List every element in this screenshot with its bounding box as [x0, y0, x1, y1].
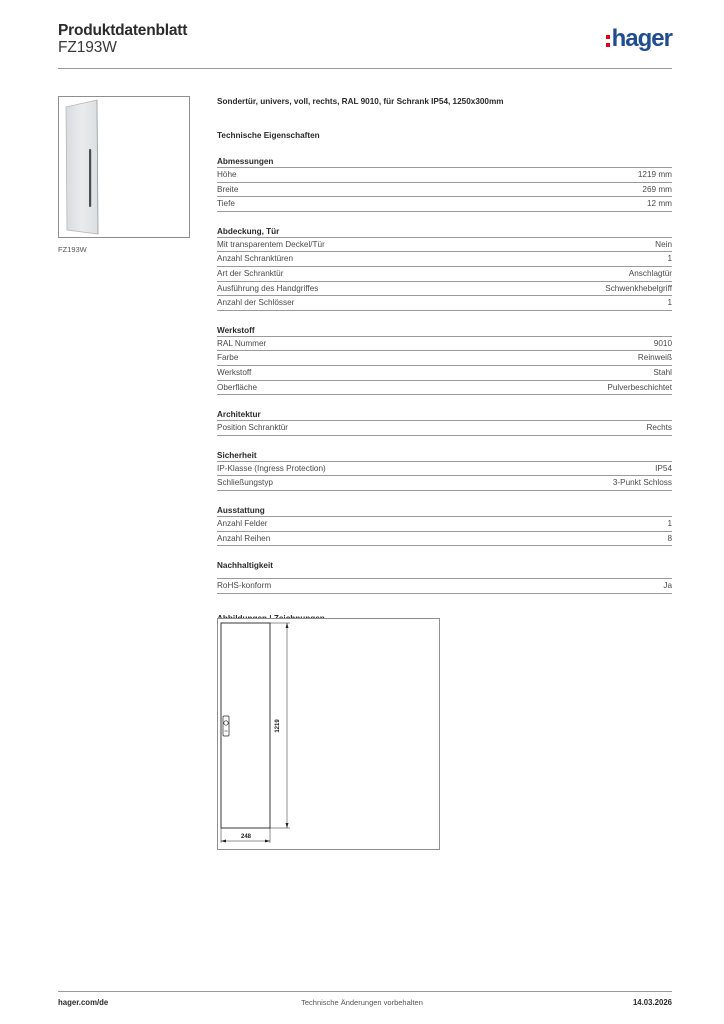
- spec-value: Ja: [663, 581, 672, 591]
- spec-label: Höhe: [217, 170, 237, 179]
- spec-value: Pulverbeschichtet: [607, 382, 672, 392]
- spec-value: 1: [667, 254, 672, 264]
- spec-label: RAL Nummer: [217, 338, 267, 348]
- product-description: Sondertür, univers, voll, rechts, RAL 9010, für Schrank IP54, 1250x300mm: [217, 97, 504, 106]
- spec-row: [217, 579, 672, 594]
- spec-row: [217, 337, 672, 352]
- height-dimension-label: 1219: [275, 719, 281, 733]
- footer-notice: Technische Änderungen vorbehalten: [301, 998, 423, 1007]
- spec-value: Nein: [655, 239, 672, 249]
- spec-value: 1: [667, 518, 672, 528]
- spec-label: RoHS-konform: [217, 581, 272, 591]
- product-specs: [217, 96, 672, 625]
- hager-logo: [606, 26, 672, 52]
- footer-website: hager.com/de: [58, 998, 109, 1007]
- spec-value: Stahl: [653, 367, 672, 377]
- door-illustration: [59, 97, 189, 237]
- spec-row: [217, 282, 672, 297]
- spec-row: [217, 421, 672, 436]
- spec-row: [217, 183, 672, 198]
- spec-label: IP-Klasse (Ingress Protection): [217, 463, 326, 473]
- footer-date: 14.03.2026: [632, 998, 672, 1007]
- spec-row: [217, 168, 672, 183]
- spec-row: [217, 238, 672, 253]
- spec-row: [217, 476, 672, 491]
- spec-label: Anzahl Felder: [217, 518, 268, 528]
- tech-properties-heading: Technische Eigenschaften: [217, 131, 320, 140]
- page-header: [58, 20, 672, 70]
- section-dimensions: [217, 155, 672, 212]
- spec-label: Werkstoff: [217, 367, 252, 377]
- document-title: Produktdatenblatt: [58, 22, 188, 39]
- product-code: FZ193W: [58, 39, 117, 56]
- spec-label: Ausführung des Handgriffes: [217, 283, 319, 293]
- spec-label: Tiefe: [217, 199, 235, 209]
- spec-value: 269 mm: [642, 184, 672, 194]
- spec-row: [217, 267, 672, 282]
- section-safety: [217, 449, 672, 491]
- spec-label: Anzahl Schranktüren: [217, 254, 294, 264]
- spec-label: Anzahl Reihen: [217, 533, 271, 543]
- section-material: [217, 324, 672, 395]
- spec-label: Position Schranktür: [217, 423, 288, 433]
- spec-value: Reinweiß: [637, 353, 672, 363]
- section-title: Abmessungen: [217, 155, 672, 168]
- spec-row: [217, 517, 672, 532]
- spec-row: [217, 252, 672, 267]
- spec-row: [217, 366, 672, 381]
- section-architecture: [217, 408, 672, 436]
- logo-text: hager: [611, 25, 672, 52]
- spec-row: [217, 381, 672, 396]
- section-cover-door: [217, 225, 672, 311]
- spec-label: Breite: [217, 184, 239, 194]
- spec-value: 9010: [653, 338, 672, 348]
- spec-value: IP54: [655, 463, 672, 473]
- section-sustainability: [217, 559, 672, 594]
- spec-row: [217, 462, 672, 477]
- image-caption: FZ193W: [58, 245, 87, 254]
- section-title: Abdeckung, Tür: [217, 225, 672, 238]
- section-title: Architektur: [217, 408, 672, 421]
- section-equipment: [217, 504, 672, 546]
- logo-dots-icon: [606, 35, 610, 47]
- spec-value: 3-Punkt Schloss: [612, 478, 672, 488]
- section-title: Sicherheit: [217, 449, 672, 462]
- spec-label: Oberfläche: [217, 382, 258, 392]
- spec-value: 8: [667, 533, 672, 543]
- spec-value: Anschlagtür: [628, 268, 672, 278]
- technical-drawing: [217, 618, 440, 850]
- section-title: Nachhaltigkeit: [217, 559, 672, 579]
- spec-value: Schwenkhebelgriff: [605, 283, 672, 293]
- section-title: Werkstoff: [217, 324, 672, 337]
- door-dimension-drawing: [218, 619, 439, 849]
- spec-value: 1: [667, 298, 672, 308]
- spec-value: Rechts: [646, 423, 672, 433]
- product-image: [58, 96, 190, 238]
- spec-label: Farbe: [217, 353, 239, 363]
- spec-value: 1219 mm: [637, 170, 672, 179]
- spec-row: [217, 197, 672, 212]
- spec-label: Mit transparentem Deckel/Tür: [217, 239, 325, 249]
- spec-label: Art der Schranktür: [217, 268, 284, 278]
- spec-row: [217, 532, 672, 547]
- spec-label: Anzahl der Schlösser: [217, 298, 295, 308]
- width-dimension-label: 248: [240, 834, 252, 840]
- spec-row: [217, 351, 672, 366]
- footer-divider: [58, 991, 672, 992]
- spec-label: Schließungstyp: [217, 478, 273, 488]
- spec-value: 12 mm: [646, 199, 672, 209]
- header-divider: [58, 68, 672, 69]
- spec-row: [217, 296, 672, 311]
- section-title: Ausstattung: [217, 504, 672, 517]
